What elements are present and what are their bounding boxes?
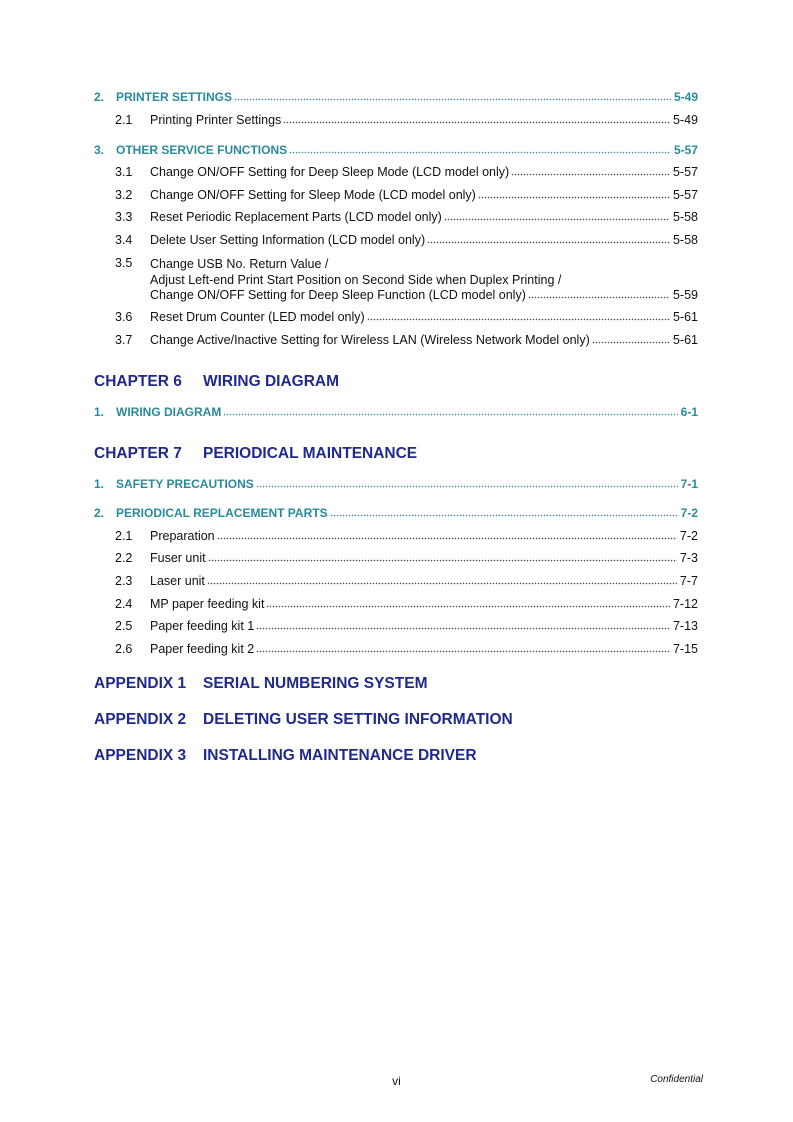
toc-leader-dots [234, 98, 671, 101]
appendix-number: APPENDIX 2 [94, 711, 187, 728]
toc-leader-dots [330, 514, 678, 517]
toc-leader-dots [217, 537, 677, 540]
toc-number: 1. [94, 477, 105, 491]
toc-page: 5-58 [672, 210, 698, 224]
toc-leader-dots [223, 413, 677, 416]
toc-page: 5-57 [672, 165, 698, 179]
toc-leader-dots [444, 218, 670, 221]
chapter-number: CHAPTER 7 [94, 445, 182, 462]
toc-title: Change Active/Inactive Setting for Wireless LAN (Wireless Network Model only) [150, 333, 590, 347]
toc-title-last-line [150, 288, 698, 302]
toc-title-line: Change USB No. Return Value / [150, 257, 329, 271]
toc-leader-dots [256, 627, 670, 630]
confidential-label: Confidential [650, 1074, 703, 1085]
toc-leader-dots [283, 121, 670, 124]
toc-page: 5-49 [673, 90, 698, 104]
toc-page: 7-13 [672, 619, 698, 633]
toc-title: Paper feeding kit 1 [150, 619, 255, 633]
chapter-number: CHAPTER 6 [94, 373, 182, 390]
toc-title: MP paper feeding kit [150, 597, 265, 611]
toc-number: 2.6 [115, 642, 133, 656]
toc-title: Paper feeding kit 2 [150, 642, 255, 656]
toc-entry[interactable] [94, 477, 698, 491]
toc-leader-dots [208, 559, 677, 562]
toc-entry[interactable] [94, 90, 698, 104]
toc-leader-dots [256, 485, 678, 488]
toc-title: Delete User Setting Information (LCD model only) [150, 233, 426, 247]
toc-number: 3.3 [115, 210, 133, 224]
toc-entry[interactable] [94, 405, 698, 419]
appendix-number: APPENDIX 3 [94, 747, 187, 764]
toc-entry[interactable] [94, 642, 698, 656]
toc-number: 3.7 [115, 333, 133, 347]
toc-page: 6-1 [680, 405, 698, 419]
toc-page: 7-12 [672, 597, 698, 611]
toc-entry[interactable] [94, 574, 698, 588]
toc-number: 3.2 [115, 188, 133, 202]
toc-number: 3.4 [115, 233, 133, 247]
toc-page: 5-61 [672, 310, 698, 324]
toc-page: 7-2 [680, 506, 698, 520]
toc-leader-dots [207, 582, 677, 585]
toc-title: Change ON/OFF Setting for Deep Sleep Function (LCD model only) [150, 288, 526, 302]
chapter-title: WIRING DIAGRAM [203, 373, 340, 390]
toc-entry[interactable] [94, 597, 698, 611]
chapter-title: PERIODICAL MAINTENANCE [203, 445, 418, 462]
toc-number: 2.1 [115, 529, 133, 543]
toc-number: 2.1 [115, 113, 133, 127]
toc-number: 2.2 [115, 551, 133, 565]
toc-title: Reset Periodic Replacement Parts (LCD model only) [150, 210, 442, 224]
appendix-title: SERIAL NUMBERING SYSTEM [203, 675, 428, 692]
toc-leader-dots [528, 296, 670, 299]
toc-title: OTHER SERVICE FUNCTIONS [116, 143, 288, 157]
toc-page: 5-58 [672, 233, 698, 247]
toc-title-line: Adjust Left-end Print Start Position on Second Side when Duplex Printing / [150, 273, 562, 287]
toc-entry[interactable] [94, 113, 698, 127]
appendix-number: APPENDIX 1 [94, 675, 187, 692]
toc-title: SAFETY PRECAUTIONS [116, 477, 254, 491]
toc-leader-dots [256, 650, 670, 653]
toc-title: Fuser unit [150, 551, 206, 565]
chapter-heading[interactable] [94, 373, 339, 391]
appendix-title: INSTALLING MAINTENANCE DRIVER [203, 747, 477, 764]
toc-entry[interactable] [94, 551, 698, 565]
toc-entry[interactable] [94, 165, 698, 179]
toc-entry[interactable] [94, 619, 698, 633]
toc-number: 3.1 [115, 165, 133, 179]
appendix-heading[interactable] [94, 675, 428, 693]
toc-leader-dots [427, 241, 670, 244]
toc-number: 2.3 [115, 574, 133, 588]
toc-page: 7-15 [672, 642, 698, 656]
toc-number: 3.5 [115, 256, 133, 270]
toc-page: 7-2 [679, 529, 698, 543]
toc-leader-dots [367, 318, 670, 321]
toc-entry[interactable] [94, 529, 698, 543]
toc-number: 2.4 [115, 597, 133, 611]
toc-page: 5-57 [673, 143, 698, 157]
page-number: vi [392, 1074, 401, 1088]
toc-title: Reset Drum Counter (LED model only) [150, 310, 365, 324]
toc-title: Preparation [150, 529, 215, 543]
toc-leader-dots [266, 605, 670, 608]
toc-leader-dots [289, 151, 671, 154]
toc-entry[interactable] [94, 233, 698, 247]
toc-leader-dots [478, 196, 670, 199]
toc-number: 3. [94, 143, 105, 157]
toc-number: 2.5 [115, 619, 133, 633]
toc-page: 7-3 [679, 551, 698, 565]
toc-number: 3.6 [115, 310, 133, 324]
toc-page: 5-61 [672, 333, 698, 347]
appendix-heading[interactable] [94, 747, 477, 765]
toc-leader-dots [511, 173, 670, 176]
appendix-heading[interactable] [94, 711, 513, 729]
toc-title: PERIODICAL REPLACEMENT PARTS [116, 506, 328, 520]
toc-title: WIRING DIAGRAM [116, 405, 222, 419]
toc-title: Change ON/OFF Setting for Sleep Mode (LCD model only) [150, 188, 476, 202]
toc-title: Laser unit [150, 574, 205, 588]
toc-entry[interactable] [94, 188, 698, 202]
chapter-heading[interactable] [94, 445, 417, 463]
toc-page: 7-7 [679, 574, 698, 588]
toc-number: 1. [94, 405, 105, 419]
toc-number: 2. [94, 506, 105, 520]
toc-entry[interactable] [94, 333, 698, 347]
toc-title: Printing Printer Settings [150, 113, 282, 127]
toc-entry[interactable] [94, 210, 698, 224]
toc-entry[interactable] [94, 310, 698, 324]
toc-entry[interactable] [94, 143, 698, 157]
appendix-title: DELETING USER SETTING INFORMATION [203, 711, 513, 728]
toc-number: 2. [94, 90, 105, 104]
toc-entry[interactable] [94, 506, 698, 520]
toc-title: Change ON/OFF Setting for Deep Sleep Mode (LCD model only) [150, 165, 510, 179]
toc-title: PRINTER SETTINGS [116, 90, 233, 104]
toc-page: 5-49 [672, 113, 698, 127]
toc-entry-multiline[interactable] [94, 256, 698, 302]
toc-page: 7-1 [680, 477, 698, 491]
toc-leader-dots [592, 341, 670, 344]
toc-page: 5-59 [672, 288, 698, 302]
toc-page: 5-57 [672, 188, 698, 202]
